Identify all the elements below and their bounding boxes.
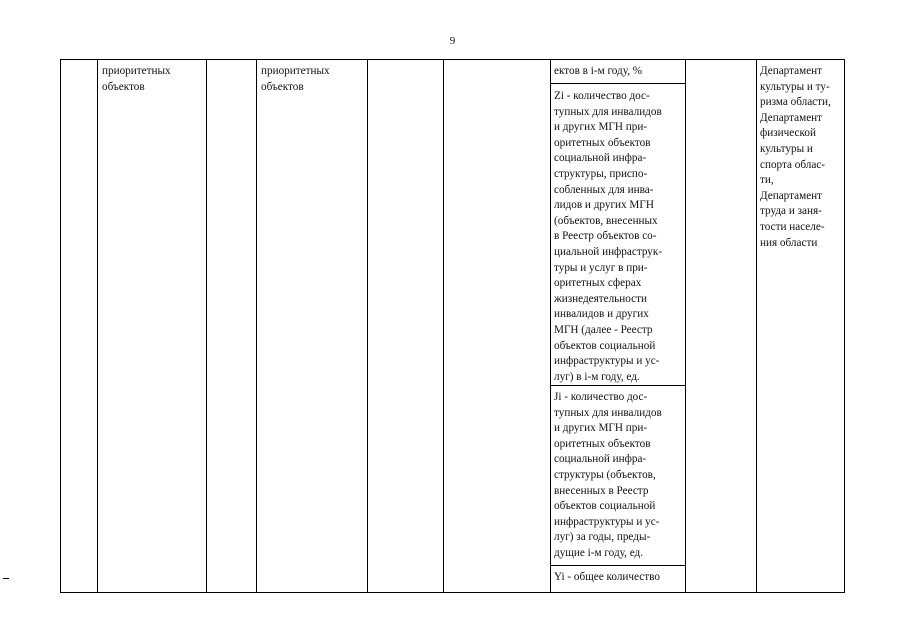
column-divider	[256, 59, 257, 593]
column-divider	[844, 59, 845, 593]
page-number: 9	[449, 35, 456, 47]
column-divider	[443, 59, 444, 593]
column-divider	[97, 59, 98, 593]
column-divider	[756, 59, 757, 593]
column-divider	[685, 59, 686, 593]
formula-row-divider	[550, 83, 686, 84]
formula-line-top: ектов в i-м году, %	[554, 65, 643, 77]
column-divider	[550, 59, 551, 593]
table-top-border	[60, 59, 845, 60]
column-divider	[206, 59, 207, 593]
objects-cell-2: приоритетных объектов	[261, 65, 330, 93]
table-bottom-border	[60, 592, 845, 593]
column-divider	[60, 59, 61, 593]
objects-cell-1: приоритетных объектов	[102, 65, 171, 93]
responsible-departments: Департамент культуры и ту- ризма области, Департамент физической культуры и спорта облас- ти, Департамент труда и заня- тости населе- ния области	[760, 65, 831, 249]
formula-yi-definition: Yi - общее количество	[554, 571, 660, 583]
formula-ji-definition: Ji - количество дос- тупных для инвалидов и других МГН при- оритетных объектов социальной инфра- структуры (объектов, внесенных в Реестр объектов социальной инфраструктуры и ус- луг) за годы, преды- дущие i-м году, ед.	[554, 391, 662, 559]
column-divider	[367, 59, 368, 593]
formula-row-divider	[550, 565, 686, 566]
formula-zi-definition: Zi - количество дос- тупных для инвалидов и других МГН при- оритетных объектов социальной инфра- структуры, приспо- собленных для инва- лидов и других МГН (объектов, внесенных в Реестр объектов со- циальной инфраструк- туры и услуг в при- оритетных сферах жизнедеятельности инвалидов и других МГН (далее - Реестр объектов социальной инфраструктуры и ус- луг) в i-м году, ед.	[554, 90, 663, 383]
margin-mark	[3, 578, 9, 579]
